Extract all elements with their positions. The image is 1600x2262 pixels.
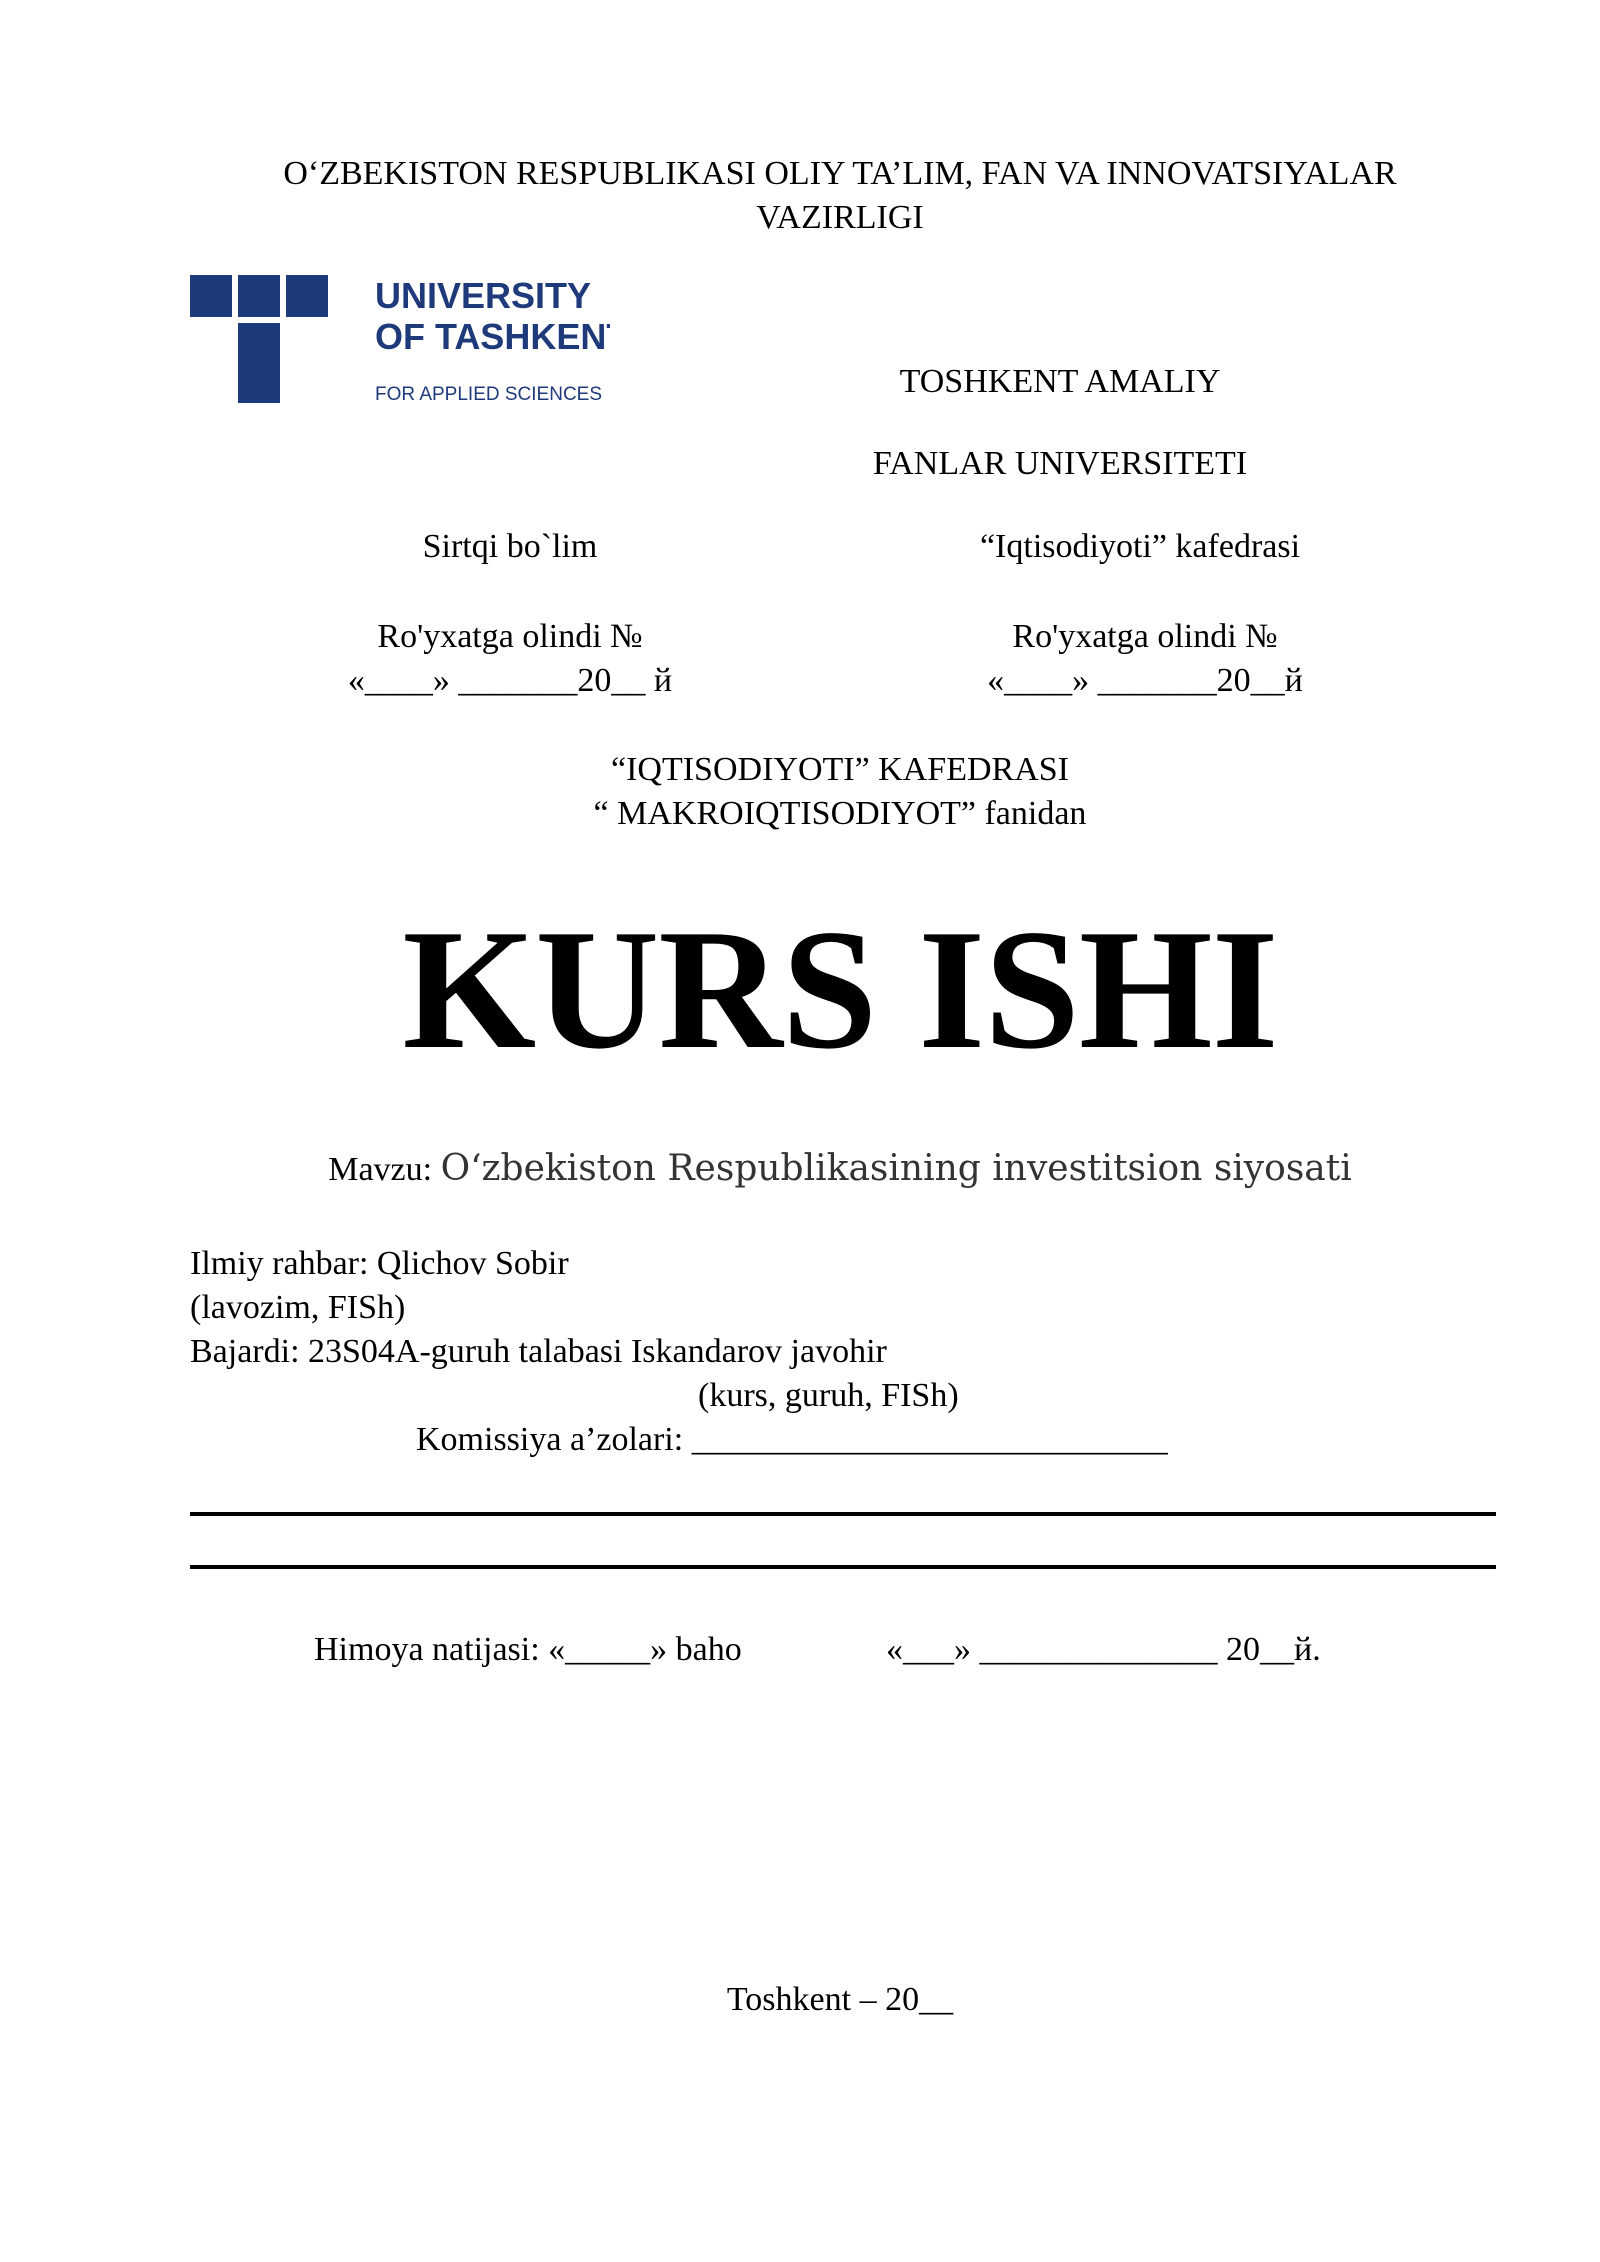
footer-city-year: Toshkent – 20__ [726,1981,954,2018]
university-name-line-1: TOSHKENT AMALIY [899,363,1221,400]
signature-rule-2 [190,1565,1496,1569]
ministry-heading [150,152,1530,240]
registration-right-line-1: Ro'yxatga olindi № [1012,618,1278,655]
logo-line-1: UNIVERSITY [375,275,592,316]
topic-label: Mavzu: [328,1151,441,1188]
university-name-line-2: FANLAR UNIVERSITETI [872,445,1248,482]
student-line: Bajardi: 23S04A-guruh talabasi Iskandarov javohir [190,1333,887,1370]
ministry-line-1: O‘ZBEKISTON RESPUBLIKASI OLIY TA’LIM, FAN VA INNOVATSIYALAR [283,155,1397,192]
topic-row [200,1147,1480,1192]
student-details-hint: (kurs, guruh, FISh) [698,1377,959,1414]
registration-left-line-1: Ro'yxatga olindi № [377,618,643,655]
defense-date-line: «___» ______________ 20__й. [886,1631,1321,1668]
logo-line-2: OF TASHKENT [375,316,610,357]
department-left: Sirtqi bo`lim [422,528,598,565]
registration-right-line-2: «____» _______20__й [987,662,1303,699]
kafedra-line-1: “IQTISODIYOTI” KAFEDRASI [611,751,1069,788]
defense-result-line: Himoya natijasi: «_____» baho [314,1631,742,1668]
university-logo-icon [190,275,610,410]
page-title: KURS ISHI [402,895,1278,1085]
department-right: “Iqtisodiyoti” kafedrasi [979,528,1301,565]
logo-line-3: FOR APPLIED SCIENCES [375,384,603,405]
university-logo [190,275,610,410]
topic-value: O‘zbekiston Respublikasining investitsion siyosati [440,1148,1352,1189]
supervisor-position-hint: (lavozim, FISh) [190,1289,406,1326]
commission-members-line: Komissiya a’zolari: ____________________________ [416,1421,1168,1458]
subject-line: “ MAKROIQTISODIYOT” fanidan [593,795,1087,832]
ministry-line-2: VAZIRLIGI [756,199,924,236]
supervisor-line: Ilmiy rahbar: Qlichov Sobir [190,1245,569,1282]
registration-left-line-2: «____» _______20__ й [347,662,673,699]
signature-rule-1 [190,1512,1496,1516]
